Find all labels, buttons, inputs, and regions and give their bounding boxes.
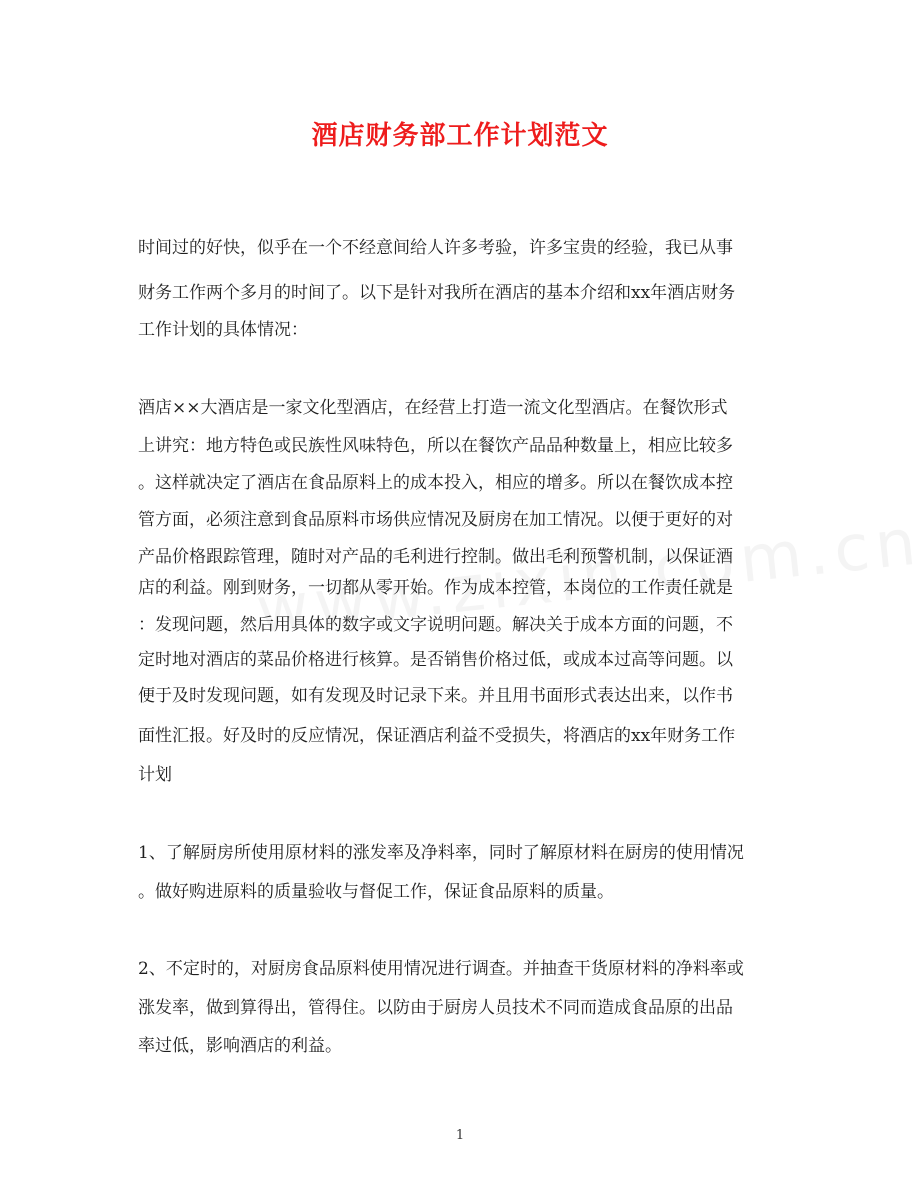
paragraph-1-line-3: 工作计划的具体情况： <box>138 320 308 340</box>
paragraph-3-line-1: 1、了解厨房所使用原材料的涨发率及净料率，同时了解原材料在厨房的使用情况 <box>138 843 744 863</box>
paragraph-2-line-3: 。这样就决定了酒店在食品原料上的成本投入，相应的增多。所以在餐饮成本控 <box>138 473 733 493</box>
paragraph-4-line-1: 2、不定时的，对厨房食品原料使用情况进行调查。并抽查干货原材料的净料率或 <box>138 959 744 979</box>
paragraph-1-line-1: 时间过的好快，似乎在一个不经意间给人许多考验，许多宝贵的经验，我已从事 <box>138 238 733 258</box>
paragraph-2-line-5: 产品价格跟踪管理，随时对产品的毛利进行控制。做出毛利预警机制，以保证酒 <box>138 547 733 567</box>
paragraph-4-line-2: 涨发率，做到算得出，管得住。以防由于厨房人员技术不同而造成食品原的出品 <box>138 998 733 1018</box>
page-number: 1 <box>455 1128 465 1143</box>
paragraph-2-line-11: 计划 <box>138 765 172 785</box>
paragraph-2-line-10: 面性汇报。好及时的反应情况，保证酒店利益不受损失，将酒店的xx年财务工作 <box>138 726 736 746</box>
paragraph-2-line-4: 管方面，必须注意到食品原料市场供应情况及厨房在加工情况。以便于更好的对 <box>138 510 733 530</box>
paragraph-4-line-3: 率过低，影响酒店的利益。 <box>138 1036 342 1056</box>
paragraph-2-line-8: 定时地对酒店的菜品价格进行核算。是否销售价格过低，或成本过高等问题。以 <box>138 650 733 670</box>
paragraph-2-line-2: 上讲究：地方特色或民族性风味特色，所以在餐饮产品品种数量上，相应比较多 <box>138 436 733 456</box>
paragraph-1-line-2: 财务工作两个多月的时间了。以下是针对我所在酒店的基本介绍和xx年酒店财务 <box>138 283 736 303</box>
paragraph-2-line-7: ：发现问题，然后用具体的数字或文字说明问题。解决关于成本方面的问题，不 <box>138 615 733 635</box>
paragraph-2-line-9: 便于及时发现问题，如有发现及时记录下来。并且用书面形式表达出来，以作书 <box>138 686 733 706</box>
paragraph-3-line-2: 。做好购进原料的质量验收与督促工作，保证食品原料的质量。 <box>138 882 614 902</box>
paragraph-2-line-6: 店的利益。刚到财务，一切都从零开始。作为成本控管，本岗位的工作责任就是 <box>138 578 733 598</box>
paragraph-2-line-1: 酒店××大酒店是一家文化型酒店，在经营上打造一流文化型酒店。在餐饮形式 <box>138 398 728 418</box>
document-title: 酒店财务部工作计划范文 <box>311 121 609 151</box>
